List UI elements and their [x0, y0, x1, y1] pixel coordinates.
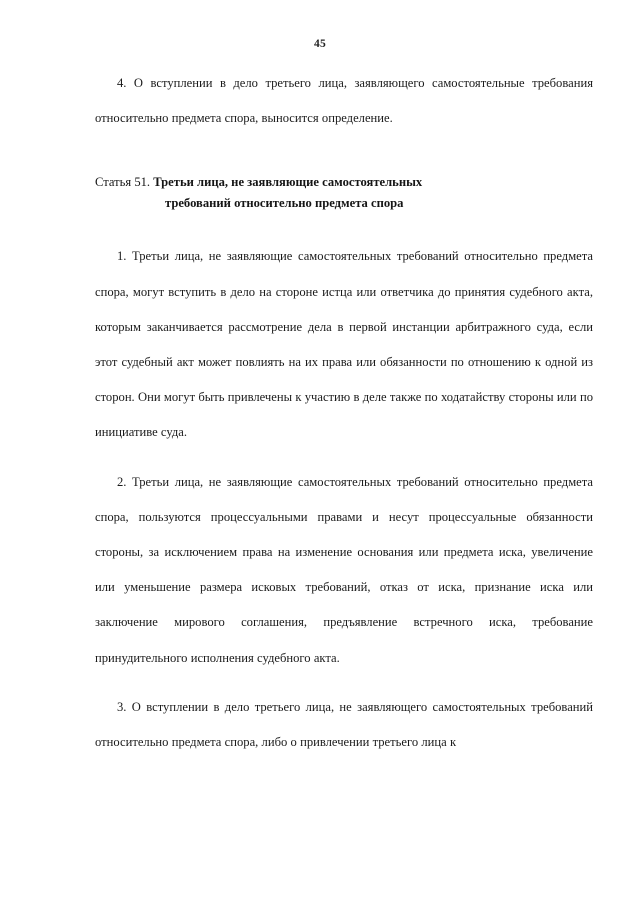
page-number: 45: [314, 38, 326, 50]
paragraph-3: 3. О вступлении в дело третьего лица, не заявляющего самостоятельных требований относительно предмета спора, либо о привлечении третьего лица к: [95, 699, 593, 750]
heading-spacer: [95, 213, 593, 239]
paragraph-gap-1: [95, 451, 593, 465]
article-heading-line-2: [95, 193, 593, 214]
paragraph-spacer: [95, 136, 593, 172]
article-label: Статья 51.: [95, 175, 151, 190]
paragraph-gap-2: [95, 676, 593, 690]
paragraph-2: 2. Третьи лица, не заявляющие самостоятельных требований относительно предмета спора, пользуются процессуальными правами и несут процессуальные обязанности стороны, за исключением права на изменение основания или предмета иска, увеличение или уменьшение размера исковых требований, отказ от иска, признание иска или заключение мирового соглашения, предъявление встречного иска, требование принудительного исполнения судебного акта.: [95, 474, 593, 665]
document-body: [95, 66, 593, 760]
article-heading: [95, 172, 593, 213]
paragraph-1: 1. Третьи лица, не заявляющие самостоятельных требований относительно предмета спора, могут вступить в дело на стороне истца или ответчика до принятия судебного акта, которым заканчивается рассмотрение дела в первой инстанции арбитражного суда, если этот судебный акт может повлиять на их права или обязанности по отношению к одной из сторон. Они могут быть привлечены к участию в деле также по ходатайству стороны или по инициативе суда.: [95, 249, 593, 440]
article-title-part-2: требований относительно предмета спора: [165, 195, 404, 210]
article-heading-line-1: [95, 172, 593, 193]
paragraph-4: 4. О вступлении в дело третьего лица, заявляющего самостоятельные требования относительно предмета спора, выносится определение.: [95, 76, 593, 126]
article-title-part-1: Третьи лица, не заявляющие самостоятельных: [153, 175, 423, 190]
